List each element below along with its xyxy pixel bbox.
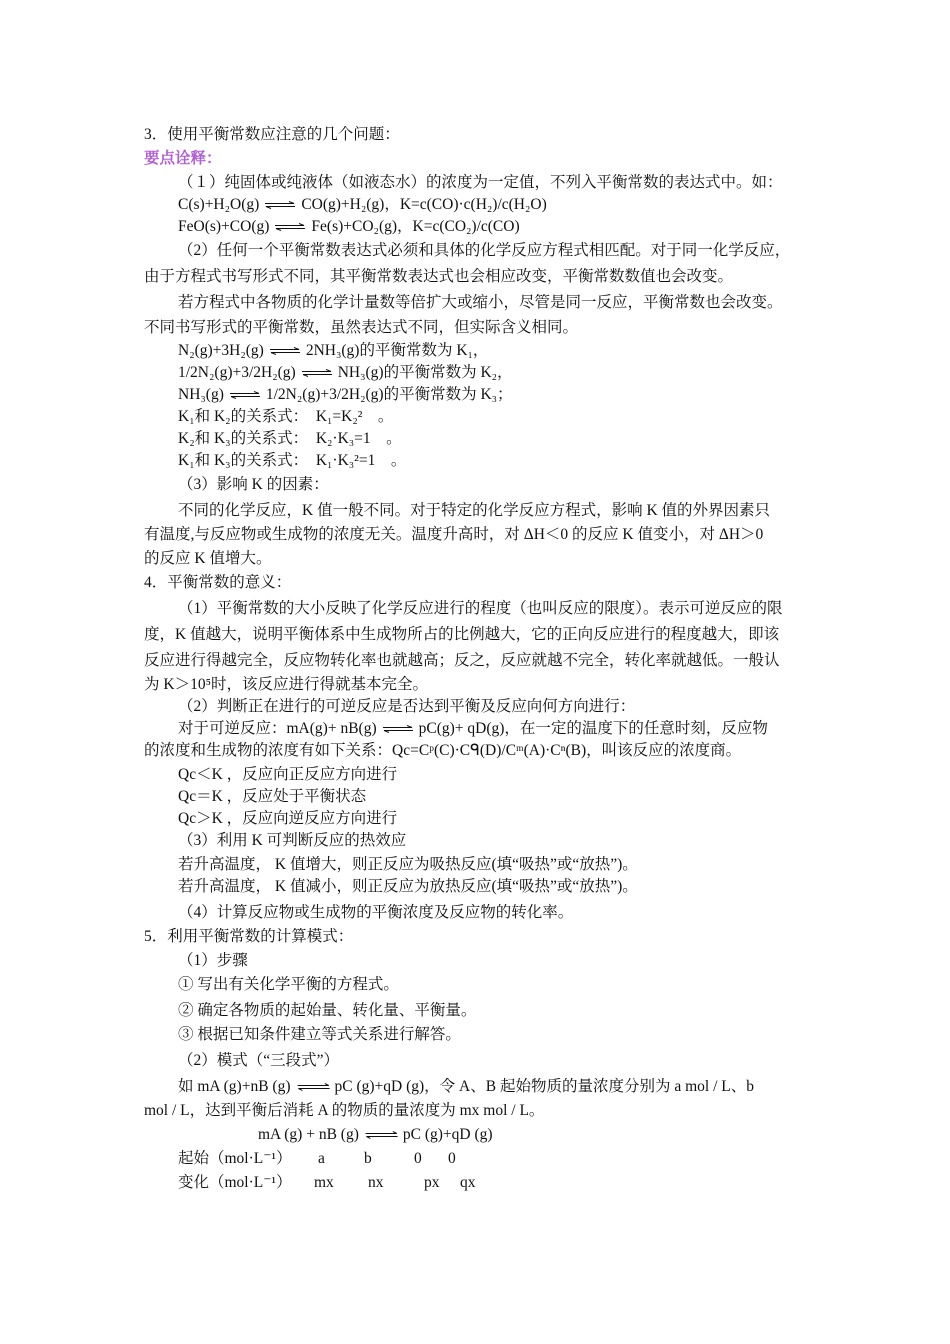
k1-left: N₂(g)+3H₂(g) <box>178 342 264 359</box>
k2-left: 1/2N₂(g)+3/2H₂(g) <box>178 364 296 381</box>
k1-equation <box>178 340 488 362</box>
k3-left: NH₃(g) <box>178 386 224 403</box>
eq2-right: Fe(s)+CO₂(g)，K=c(CO₂)/c(CO) <box>311 218 520 235</box>
qc-greater-than-k: Qc＞K ，反应向逆反应方向进行 <box>178 810 398 827</box>
k2-right: NH₃(g)的平衡常数为 K₂， <box>337 364 513 381</box>
row-value: nx <box>368 1174 384 1191</box>
eq1-left: C(s)+H₂O(g) <box>178 196 260 213</box>
mode-line1-left: 如 mA (g)+nB (g) <box>178 1078 291 1095</box>
row-value: qx <box>460 1174 476 1191</box>
s3-p4-line3: 的反应 K 值增大。 <box>144 550 272 567</box>
equilibrium-arrow-icon <box>268 347 302 355</box>
s3-p4-line2: 有温度,与反应物或生成物的浓度无关。温度升高时，对 ΔH＜0 的反应 K 值变小，对 ΔH＞0 <box>144 526 764 543</box>
section3-heading: 3．使用平衡常数应注意的几个问题： <box>144 126 400 143</box>
step-3: ③ 根据已知条件建立等式关系进行解答。 <box>178 1026 461 1043</box>
s4-p1-line3: 反应进行得越完全，反应物转化率也就越高；反之，反应就越不完全，转化率就越低。一般认 <box>144 652 780 669</box>
equilibrium-arrow-icon <box>381 725 415 733</box>
step-2: ② 确定各物质的起始量、转化量、平衡量。 <box>178 1002 477 1019</box>
row-value: b <box>364 1150 372 1167</box>
qc-less-than-k: Qc＜K ，反应向正反应方向进行 <box>178 766 398 783</box>
s4-p3-title: （3）利用 K 可判断反应的热效应 <box>178 832 407 849</box>
relation-k1-k3: K₁和 K₃的关系式： K₁·K₃²=1 。 <box>178 452 407 469</box>
row-label: 变化（mol·L⁻¹） <box>178 1174 292 1191</box>
section4-heading: 4．平衡常数的意义： <box>144 574 292 591</box>
step-1: ① 写出有关化学平衡的方程式。 <box>178 976 399 993</box>
equilibrium-arrow-icon <box>291 1083 335 1091</box>
s4-p2-line1-right: pC(g)+ qD(g)，在一定的温度下的任意时刻，反应物 <box>418 720 768 737</box>
table-eq-right: pC (g)+qD (g) <box>402 1126 493 1143</box>
s4-p2-line1 <box>178 718 768 740</box>
eq2-left: FeO(s)+CO(g) <box>178 218 270 235</box>
row-value: mx <box>314 1174 334 1191</box>
eq1-right: CO(g)+H₂(g)，K=c(CO)·c(H₂)/c(H₂O) <box>301 196 547 213</box>
row-value: a <box>318 1150 325 1167</box>
equation-1 <box>178 194 547 216</box>
table-equation <box>258 1124 493 1146</box>
equilibrium-arrow-icon <box>300 369 334 377</box>
s4-p4: （4）计算反应物或生成物的平衡浓度及反应物的转化率。 <box>178 904 574 921</box>
s4-p3-line2: 若升高温度， K 值减小，则正反应为放热反应(填“吸热”或“放热”)。 <box>178 878 638 895</box>
k3-equation <box>178 384 513 406</box>
s3-p4-line1: 不同的化学反应，K 值一般不同。对于特定的化学反应方程式，影响 K 值的外界因素只 <box>178 502 771 519</box>
s3-p2-line1: （2）任何一个平衡常数表达式必须和具体的化学反应方程式相匹配。对于同一化学反应， <box>178 242 791 259</box>
relation-k2-k3: K₂和 K₃的关系式： K₂·K₃=1 。 <box>178 430 402 447</box>
row-label: 起始（mol·L⁻¹） <box>178 1150 292 1167</box>
key-points-label: 要点诠释： <box>144 150 222 167</box>
s4-p3-line1: 若升高温度， K 值增大，则正反应为吸热反应(填“吸热”或“放热”)。 <box>178 856 638 873</box>
k3-right: 1/2N₂(g)+3/2H₂(g)的平衡常数为 K₃； <box>265 386 513 403</box>
equation-2 <box>178 216 520 238</box>
s3-p4-title: （3）影响 K 的因素： <box>178 476 329 493</box>
s4-p2-line1-left: 对于可逆反应：mA(g)+ nB(g) <box>178 720 377 737</box>
equilibrium-arrow-icon <box>359 1131 403 1139</box>
row-value: 0 <box>414 1150 422 1167</box>
s4-p2-line2: 的浓度和生成物的浓度有如下关系：Qc=Cᵖ(C)·Cᑫ(D)/Cᵐ(A)·Cⁿ(B)，叫该反应的浓度商。 <box>144 742 742 759</box>
relation-k1-k2: K₁和 K₂的关系式： K₁=K₂² 。 <box>178 408 394 425</box>
equilibrium-arrow-icon <box>263 201 297 209</box>
equilibrium-arrow-icon <box>228 391 262 399</box>
row-value: 0 <box>448 1150 456 1167</box>
k2-equation <box>178 362 513 384</box>
s4-p1-line2: 度，K 值越大，说明平衡体系中生成物所占的比例越大，它的正向反应进行的程度越大，即该 <box>144 626 780 643</box>
s4-p2-title: （2）判断正在进行的可逆反应是否达到平衡及反应向何方向进行： <box>178 698 636 715</box>
mode-title: （2）模式（“三段式”） <box>178 1052 340 1069</box>
mode-line2: mol / L，达到平衡后消耗 A 的物质的量浓度为 mx mol / L。 <box>144 1102 545 1119</box>
s3-p1: （１）纯固体或纯液体（如液态水）的浓度为一定值，不列入平衡常数的表达式中。如： <box>178 174 783 191</box>
qc-equals-k: Qc＝K ，反应处于平衡状态 <box>178 788 367 805</box>
mode-line1 <box>178 1076 754 1098</box>
table-eq-left: mA (g) + nB (g) <box>258 1126 359 1143</box>
steps-title: （1）步骤 <box>178 952 248 969</box>
k1-right: 2NH₃(g)的平衡常数为 K₁， <box>305 342 489 359</box>
s4-p1-line1: （1）平衡常数的大小反映了化学反应进行的程度（也叫反应的限度）。表示可逆反应的限 <box>178 600 783 617</box>
s4-p1-line4: 为 K＞10⁵时，该反应进行得就基本完全。 <box>144 676 428 693</box>
s3-p2-line2: 由于方程式书写形式不同，其平衡常数表达式也会相应改变，平衡常数数值也会改变。 <box>144 268 734 285</box>
s3-p3-line2: 不同书写形式的平衡常数，虽然表达式不同，但实际含义相同。 <box>144 319 579 336</box>
s3-p3-line1: 若方程式中各物质的化学计量数等倍扩大或缩小，尽管是同一反应，平衡常数也会改变。 <box>178 294 783 311</box>
equilibrium-arrow-icon <box>273 223 307 231</box>
section5-heading: 5．利用平衡常数的计算模式： <box>144 928 354 945</box>
row-value: px <box>424 1174 440 1191</box>
mode-line1-right: pC (g)+qD (g)，令 A、B 起始物质的量浓度分别为 a mol / L、b <box>334 1078 754 1095</box>
